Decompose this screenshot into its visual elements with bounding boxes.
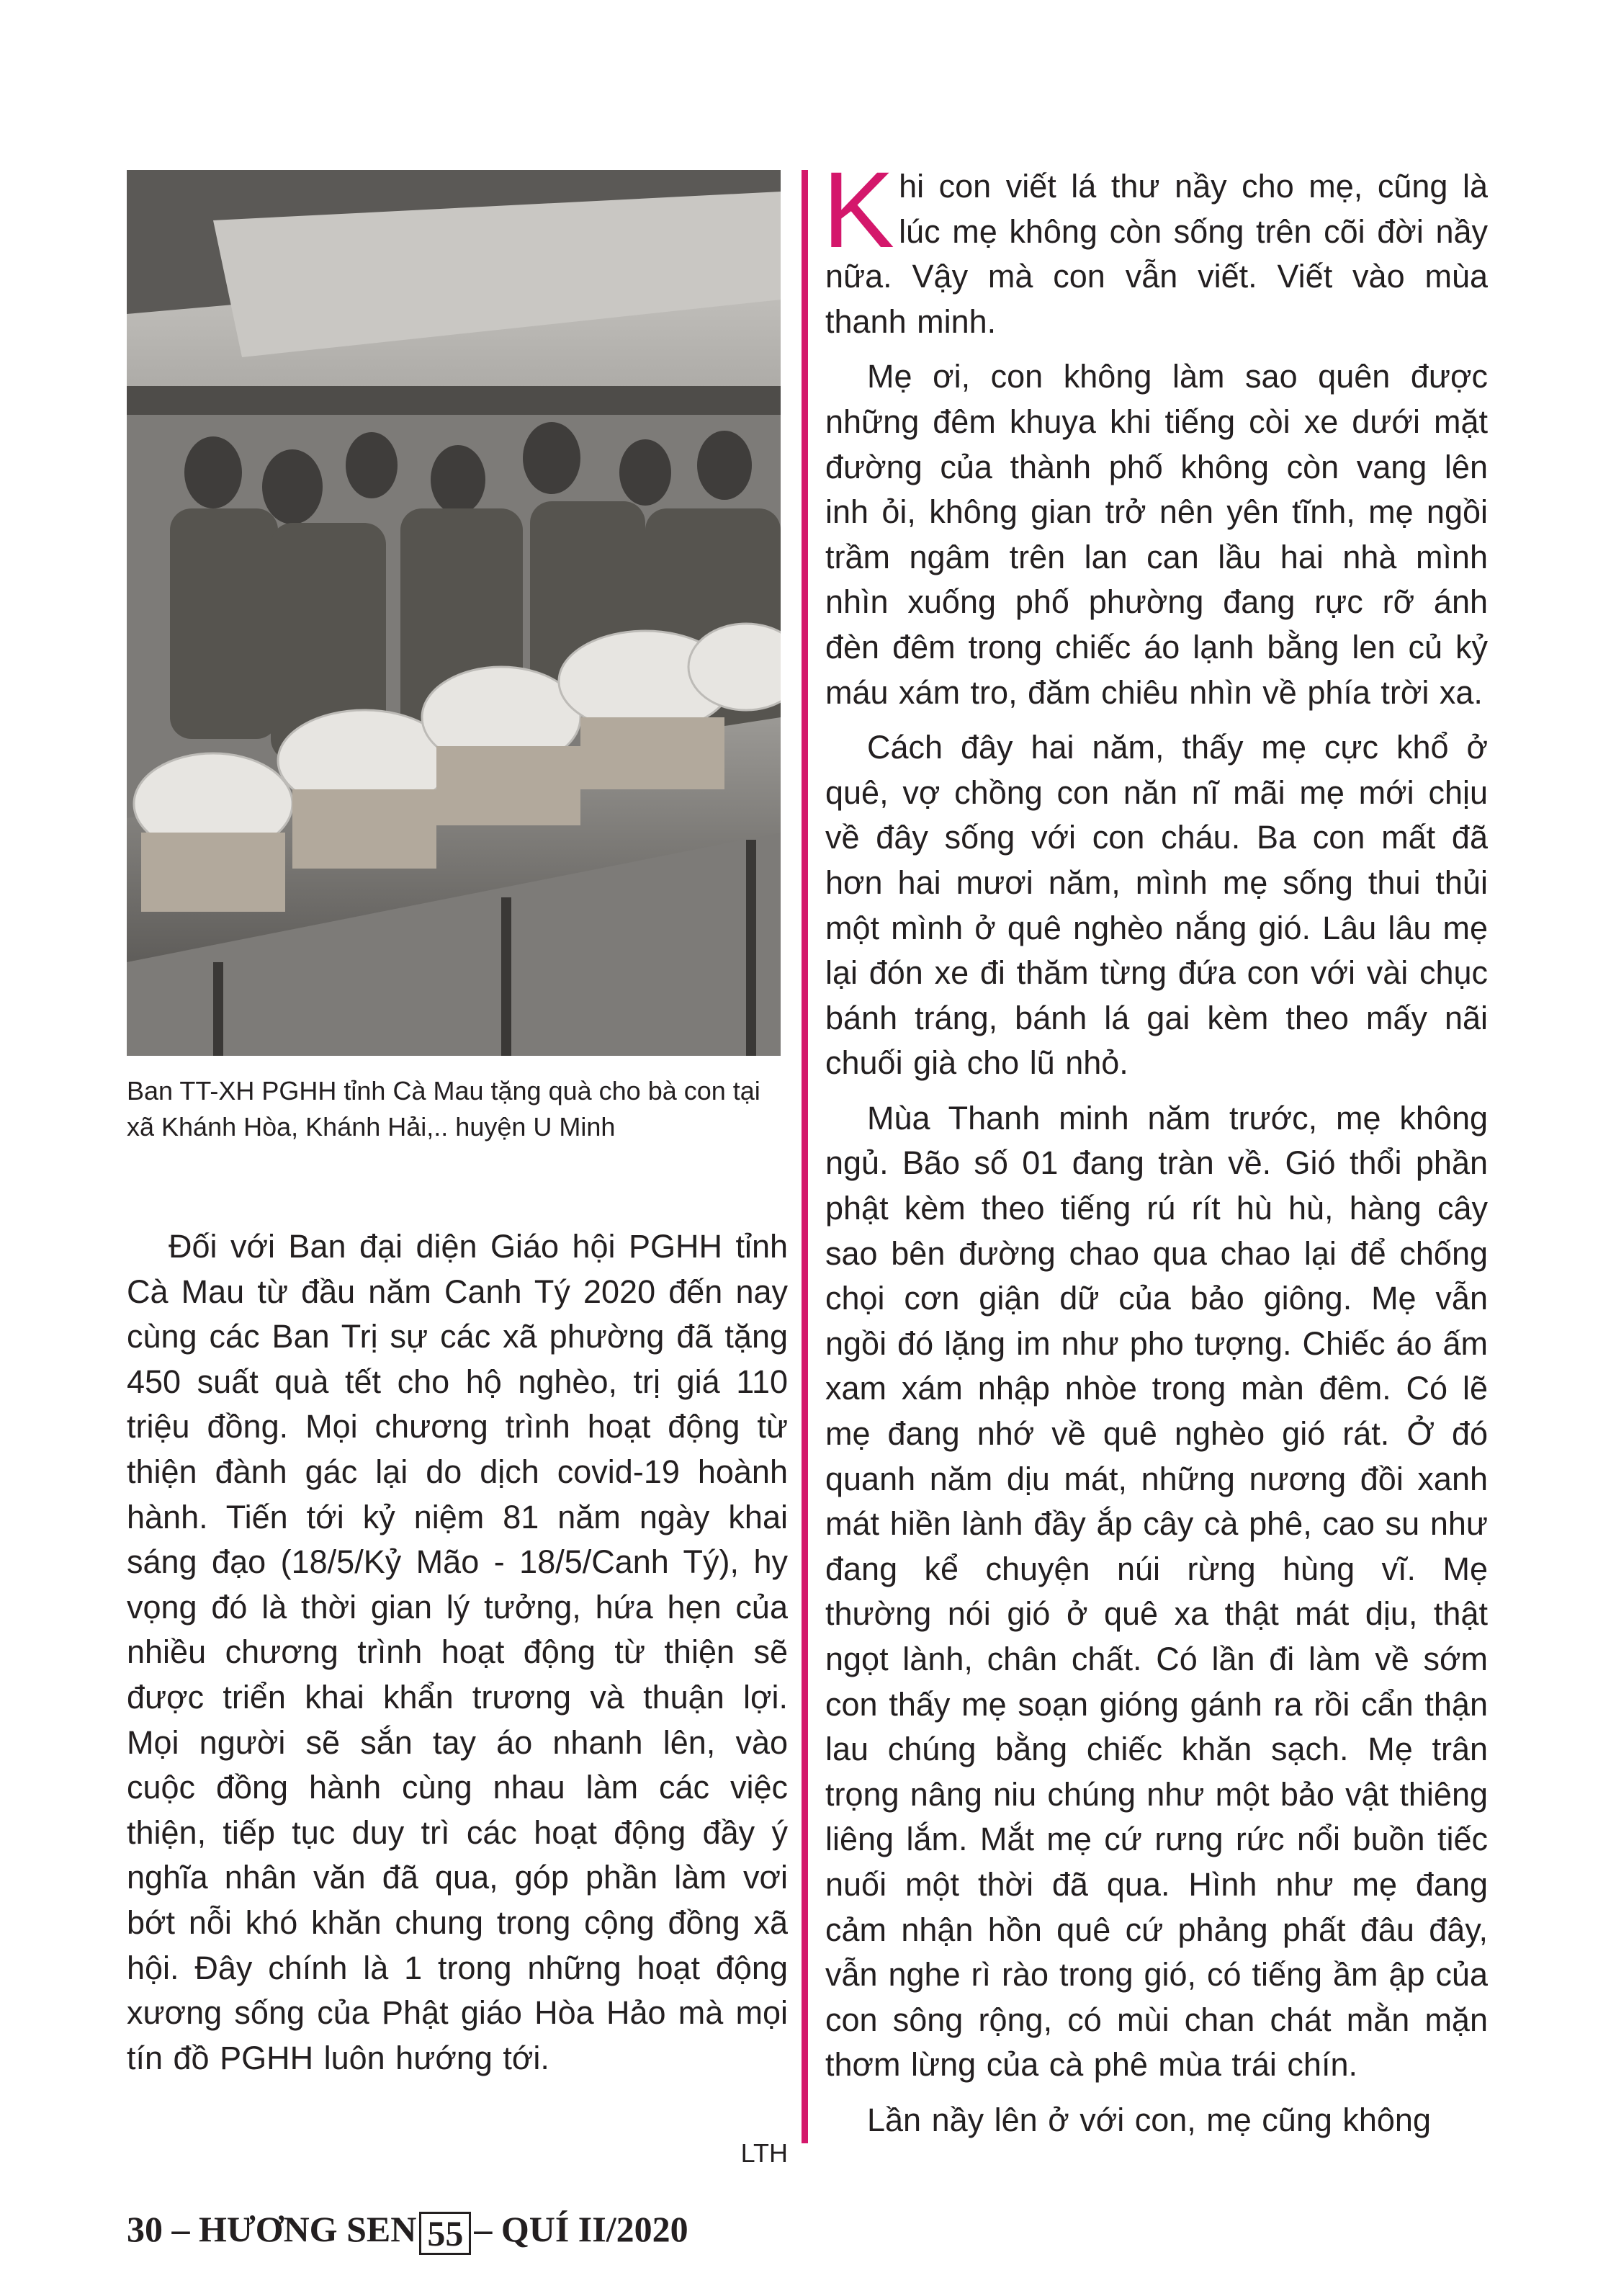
- right-paragraph-4: Mùa Thanh minh năm trước, mẹ không ngủ. Bão số 01 đang tràn về. Gió thổi phần phật kèm theo tiếng rú rít hù hù, hàng cây sao bên đường chao qua chao lại để chống chọi cơn giận dữ của bảo giông. Mẹ vẫn ngồi đó lặng im như pho tượng. Chiếc áo ấm xam xám nhập nhòe trong màn đêm. Có lẽ mẹ đang nhớ về quê nghèo gió rát. Ở đó quanh năm dịu mát, những nương đồi xanh mát hiền lành đầy ắp cây cà phê, cao su như đang kể chuyện núi rừng hùng vĩ. Mẹ thường nói gió ở quê xa thật mát dịu, thật ngọt lành, chân chất. Có lần đi làm về sớm con thấy mẹ soạn gióng gánh ra rồi cẩn thận lau chúng bằng chiếc khăn sạch. Mẹ trân trọng nâng niu chúng như một bảo vật thiêng liêng lắm. Mắt mẹ cứ rưng rức nổi buồn tiếc nuối một thời đã qua. Hình như mẹ đang cảm nhận hồn quê cứ phảng phất đâu đây, vẫn nghe rì rào trong gió, có tiếng ầm ập của con sông rộng, có mùi chan chát mằn mặn thơm lừng của cà phê mùa trái chín.: [825, 1099, 1488, 2084]
- right-paragraph-1: [822, 149, 1488, 344]
- issue-number: 55: [419, 2212, 471, 2255]
- footer-dash: –: [171, 2209, 190, 2249]
- magazine-title: HƯƠNG SEN: [199, 2209, 417, 2249]
- drop-cap: K: [822, 149, 895, 270]
- page-footer: [127, 2204, 688, 2254]
- column-divider: [802, 170, 808, 2143]
- footer-dash: –: [474, 2209, 493, 2249]
- left-column: [127, 1224, 788, 2081]
- photo-image: [127, 170, 781, 1056]
- photo-caption: Ban TT-XH PGHH tỉnh Cà Mau tặng quà cho bà con tại xã Khánh Hòa, Khánh Hải,.. huyện U Minh: [127, 1076, 760, 1142]
- left-paragraph: Đối với Ban đại diện Giáo hội PGHH tỉnh Cà Mau từ đầu năm Canh Tý 2020 đến nay cùng các Ban Trị sự các xã phường đã tặng 450 suất quà tết cho hộ nghèo, trị giá 110 triệu đồng. Mọi chương trình hoạt động từ thiện đành gác lại do dịch covid-19 hoành hành. Tiến tới kỷ niệm 81 năm ngày khai sáng đạo (18/5/Kỷ Mão - 18/5/Canh Tý), hy vọng đó là thời gian lý tưởng, hứa hẹn của nhiều chương trình hoạt động từ thiện sẽ được triển khai khẩn trương và thuận lợi. Mọi người sẽ sắn tay áo nhanh lên, vào cuộc đồng hành cùng nhau làm các việc thiện, tiếp tục duy trì các hoạt động đầy ý nghĩa nhân văn đã qua, góp phần làm vơi bớt nỗi khó khăn chung trong cộng đồng xã hội. Đây chính là 1 trong những hoạt động xương sống của Phật giáo Hòa Hảo mà mọi tín đồ PGHH luôn hướng tới.: [127, 1228, 788, 2076]
- author-signature: LTH: [740, 2138, 788, 2168]
- right-paragraph-2: Mẹ ơi, con không làm sao quên được những đêm khuya khi tiếng còi xe dưới mặt đường của thành phố không còn vang lên inh ỏi, không gian trở nên yên tĩnh, mẹ ngồi trầm ngâm trên lan can lầu hai nhà mình nhìn xuống phố phường đang rực rỡ ánh đèn đêm trong chiếc áo lạnh bằng len củ kỷ máu xám tro, đăm chiêu nhìn về phía trời xa.: [825, 358, 1488, 711]
- issue-quarter: QUÍ II/2020: [500, 2209, 688, 2249]
- right-paragraph-5: Lần nầy lên ở với con, mẹ cũng không: [867, 2101, 1431, 2138]
- right-column: [822, 149, 1488, 2153]
- charity-distribution-photo: [127, 170, 781, 1056]
- right-paragraph-1-text: hi con viết lá thư nầy cho mẹ, cũng là lúc mẹ không còn sống trên cõi đời nầy nữa. Vậy mà con vẫn viết. Viết vào mùa thanh minh.: [825, 168, 1488, 340]
- page-number: 30: [127, 2209, 163, 2249]
- right-paragraph-3: Cách đây hai năm, thấy mẹ cực khổ ở quê, vợ chồng con năn nĩ mãi mẹ mới chịu về đây sống với con cháu. Ba con mất đã hơn hai mươi năm, mình mẹ sống thui thủi một mình ở quê nghèo nắng gió. Lâu lâu mẹ lại đón xe đi thăm từng đứa con với vài chục bánh tráng, bánh lá gai kèm theo mấy nãi chuối già cho lũ nhỏ.: [825, 729, 1488, 1082]
